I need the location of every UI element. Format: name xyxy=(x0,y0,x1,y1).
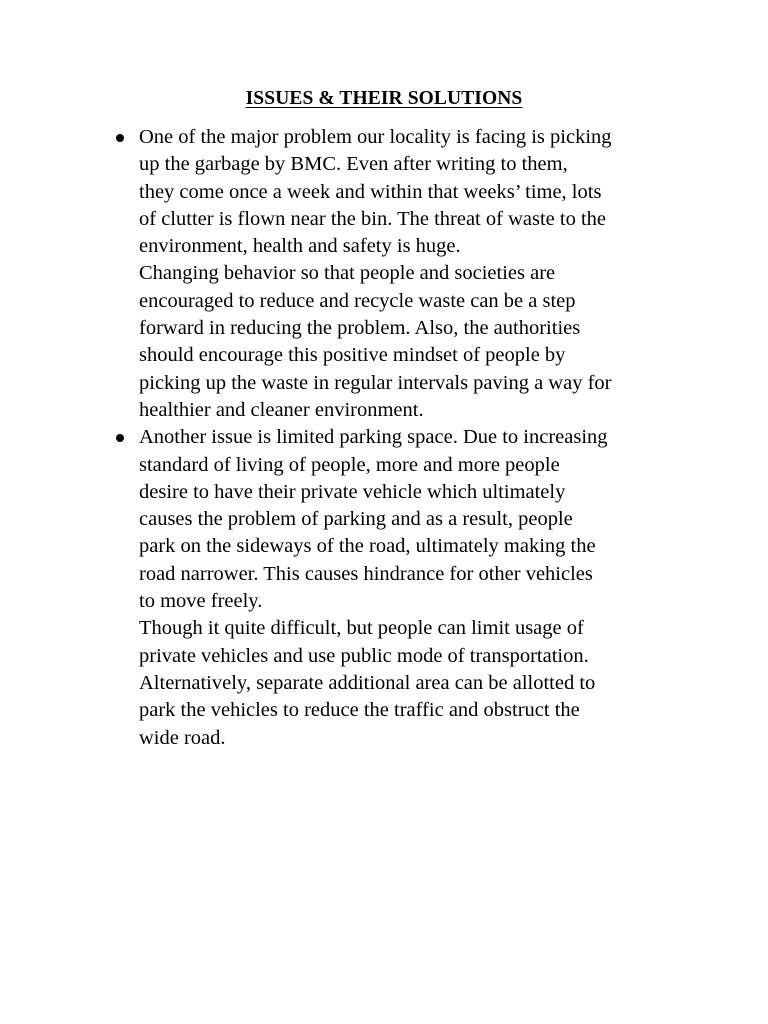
text-line: standard of living of people, more and more people xyxy=(139,453,560,476)
bullet-icon xyxy=(116,134,124,142)
text-line: Changing behavior so that people and societies are xyxy=(139,262,556,285)
issues-list xyxy=(116,124,676,752)
text-line: private vehicles and use public mode of transportation. xyxy=(139,644,589,667)
solution-paragraph xyxy=(139,260,676,424)
text-line: park the vehicles to reduce the traffic and obstruct the xyxy=(139,699,580,722)
text-line: encouraged to reduce and recycle waste can be a step xyxy=(139,289,576,312)
text-line: should encourage this positive mindset of people by xyxy=(139,344,566,367)
text-line: causes the problem of parking and as a result, people xyxy=(139,508,573,531)
text-line: forward in reducing the problem. Also, the authorities xyxy=(139,317,581,340)
text-line: picking up the waste in regular intervals paving a way for xyxy=(139,371,612,394)
text-line: healthier and cleaner environment. xyxy=(139,398,424,421)
text-line: Another issue is limited parking space. Due to increasing xyxy=(139,426,608,449)
text-line: environment, health and safety is huge. xyxy=(139,235,461,258)
text-line: to move freely. xyxy=(139,590,263,613)
issue-paragraph xyxy=(139,424,676,615)
text-line: of clutter is flown near the bin. The threat of waste to the xyxy=(139,207,606,230)
text-line: road narrower. This causes hindrance for other vehicles xyxy=(139,562,593,585)
list-item xyxy=(116,124,676,424)
list-item xyxy=(116,424,676,752)
text-line: they come once a week and within that weeks’ time, lots xyxy=(139,180,602,203)
text-line: wide road. xyxy=(139,726,226,749)
issue-paragraph xyxy=(139,124,676,260)
solution-paragraph xyxy=(139,615,676,751)
bullet-icon xyxy=(116,434,124,442)
text-line: One of the major problem our locality is facing is picking xyxy=(139,126,612,148)
page-title: ISSUES & THEIR SOLUTIONS xyxy=(245,88,523,109)
text-line: up the garbage by BMC. Even after writing to them, xyxy=(139,153,568,176)
text-line: Alternatively, separate additional area can be allotted to xyxy=(139,671,596,694)
text-line: Though it quite difficult, but people can limit usage of xyxy=(139,617,584,640)
text-line: desire to have their private vehicle which ultimately xyxy=(139,480,566,503)
text-line: park on the sideways of the road, ultimately making the xyxy=(139,535,596,558)
